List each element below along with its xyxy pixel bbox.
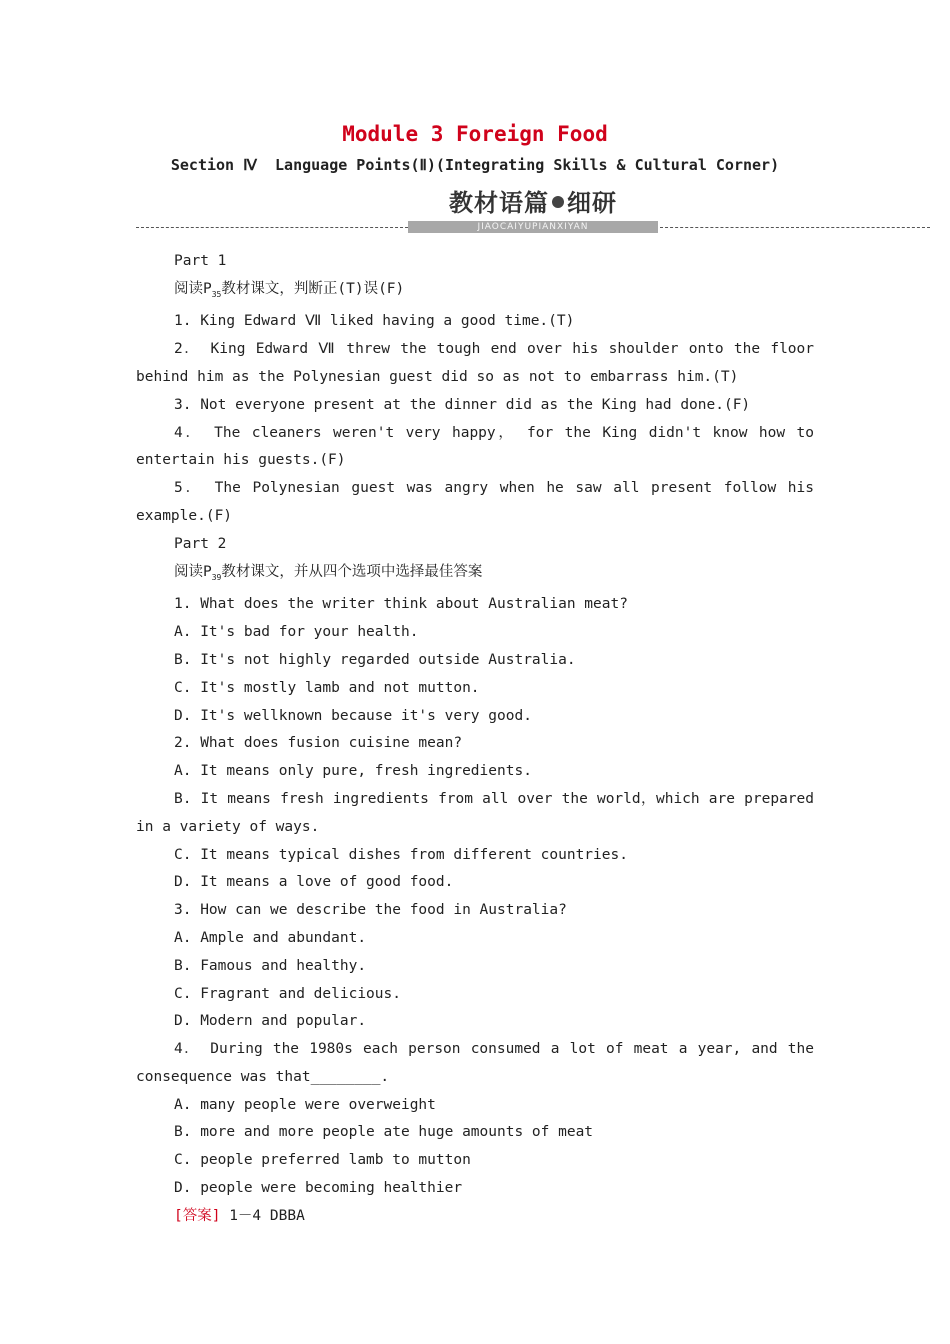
tf-item-2: 2． King Edward Ⅶ threw the tough end over his shoulder onto the floor behind him as the Polynesian guest did so as not to embarrass him.(T) bbox=[136, 341, 814, 386]
option-2b: B. It means fresh ingredients from all over the world，which are prepared in a variety of ways. bbox=[136, 790, 814, 835]
question-3: 3. How can we describe the food in Australia? bbox=[174, 902, 567, 919]
question-1: 1. What does the writer think about Australian meat? bbox=[174, 596, 628, 613]
banner-divider-right bbox=[660, 227, 930, 228]
option-4d: D. people were becoming healthier bbox=[174, 1180, 463, 1197]
banner-heading-left: 教材语篇 bbox=[449, 189, 549, 217]
document-body bbox=[136, 248, 814, 1231]
banner-heading bbox=[408, 190, 658, 216]
part2-label: Part 2 bbox=[174, 535, 227, 552]
option-4c: C. people preferred lamb to mutton bbox=[174, 1152, 471, 1169]
option-3b: B. Famous and healthy. bbox=[174, 957, 367, 974]
section-banner bbox=[0, 190, 950, 238]
tf-item-5: 5． The Polynesian guest was angry when he saw all present follow his example.(F) bbox=[136, 480, 814, 525]
option-2c: C. It means typical dishes from different countries. bbox=[174, 846, 628, 863]
answer-text: 1－4 DBBA bbox=[220, 1207, 305, 1224]
banner-divider-left bbox=[136, 227, 408, 228]
tf-item-1: 1. King Edward Ⅶ liked having a good time.(T) bbox=[174, 313, 575, 330]
option-1a: A. It's bad for your health. bbox=[174, 624, 419, 641]
arrow-bullet-icon bbox=[552, 196, 564, 208]
option-4b: B. more and more people ate huge amounts of meat bbox=[174, 1124, 594, 1141]
option-1c: C. It's mostly lamb and not mutton. bbox=[174, 679, 480, 696]
section-subtitle: Section Ⅳ Language Points(Ⅱ)(Integrating Skills & Cultural Corner) bbox=[170, 156, 780, 174]
tf-item-4: 4． The cleaners weren't very happy， for the King didn't know how to entertain his guests.(F) bbox=[136, 424, 814, 469]
answer-tag: [答案] bbox=[174, 1207, 221, 1224]
option-4a: A. many people were overweight bbox=[174, 1096, 436, 1113]
page-title: Module 3 Foreign Food bbox=[342, 122, 608, 146]
banner-heading-right: 细研 bbox=[567, 189, 617, 217]
part1-instruction: 阅读$P_{35}$教材课文，判断正(T)误(F) bbox=[174, 280, 405, 299]
tf-item-3: 3. Not everyone present at the dinner did as the King had done.(F) bbox=[174, 396, 751, 413]
part2-instruction: 阅读$P_{39}$教材课文，并从四个选项中选择最佳答案 bbox=[174, 563, 483, 582]
option-3a: A. Ample and abundant. bbox=[174, 929, 367, 946]
option-2a: A. It means only pure, fresh ingredients. bbox=[174, 763, 532, 780]
option-3c: C. Fragrant and delicious. bbox=[174, 985, 401, 1002]
banner-pinyin: JIAOCAIYUPIANXIYAN bbox=[408, 221, 658, 233]
question-4: 4． During the 1980s each person consumed a lot of meat a year, and the consequence was that________. bbox=[136, 1041, 814, 1085]
part1-label: Part 1 bbox=[174, 253, 227, 269]
option-1d: D. It's wellknown because it's very good. bbox=[174, 707, 532, 724]
question-2: 2. What does fusion cuisine mean? bbox=[174, 735, 463, 752]
option-2d: D. It means a love of good food. bbox=[174, 874, 454, 891]
option-3d: D. Modern and popular. bbox=[174, 1013, 367, 1030]
answer-line bbox=[136, 1203, 814, 1231]
option-1b: B. It's not highly regarded outside Australia. bbox=[174, 651, 576, 668]
